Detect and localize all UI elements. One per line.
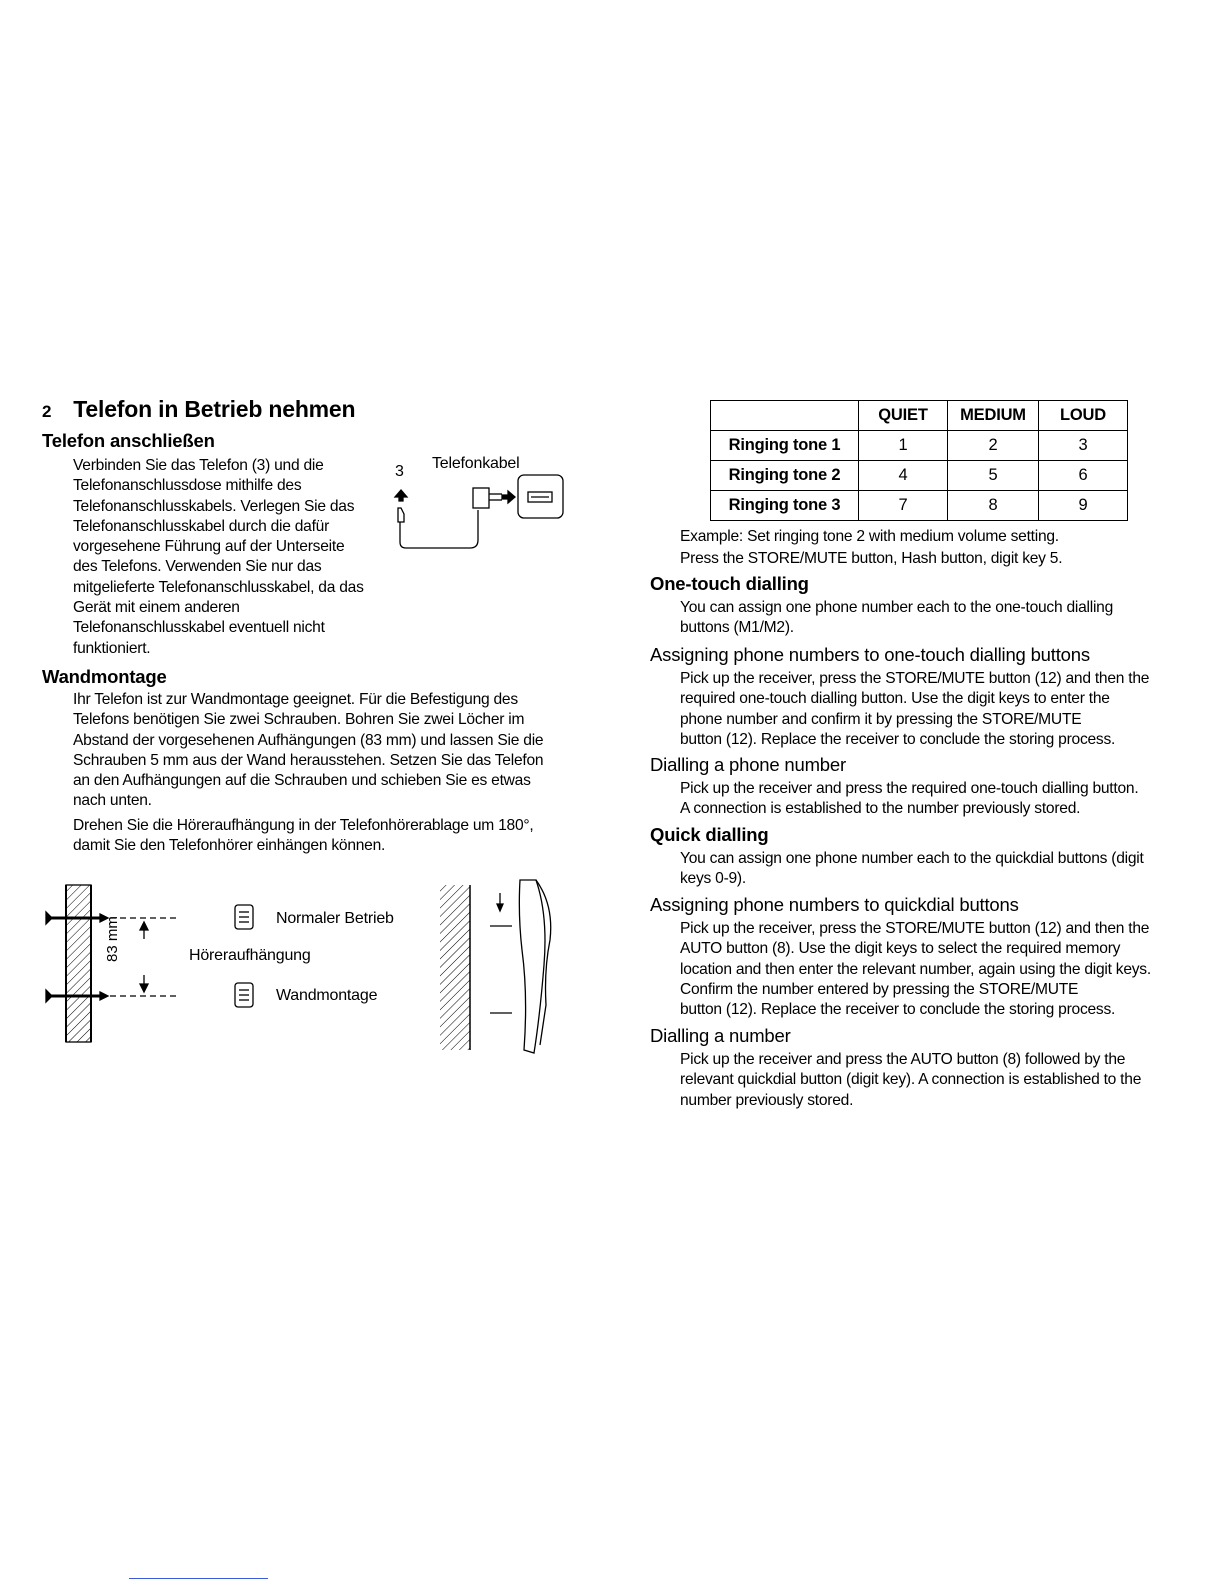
connect-line: des Telefons. Verwenden Sie nur das [73, 558, 322, 576]
table-row [711, 461, 1128, 491]
table-row [711, 491, 1128, 521]
wall-heading: Wandmontage [42, 666, 167, 687]
table-cell: 5 [948, 461, 1039, 491]
example-line: Press the STORE/MUTE button, Hash button, digit key 5. [680, 550, 1063, 567]
example-line: Example: Set ringing tone 2 with medium volume setting. [680, 528, 1059, 545]
table-row-label: Ringing tone 1 [711, 431, 859, 461]
wall-line: an den Aufhängungen auf die Schrauben und schieben Sie es etwas [73, 772, 531, 790]
assign-quick-line: Pick up the receiver, press the STORE/MUTE button (12) and then the [680, 920, 1150, 937]
normal-operation-label: Normaler Betrieb [276, 910, 394, 927]
table-cell: 8 [948, 491, 1039, 521]
dial-number-line: Pick up the receiver and press the AUTO button (8) followed by the [680, 1051, 1126, 1068]
assign-quick-line: location and then enter the relevant number, again using the digit keys. [680, 960, 1151, 978]
connect-line: Telefonanschlusskabels. Verlegen Sie das [73, 497, 355, 515]
table-header-cell: QUIET [859, 401, 948, 431]
section-number: 2 [42, 402, 52, 421]
table-header-cell: MEDIUM [948, 401, 1039, 431]
wall-line: Schrauben 5 mm aus der Wand herausstehen. Setzen Sie das Telefon [73, 751, 544, 769]
connect-line: Verbinden Sie das Telefon (3) und die [73, 457, 324, 474]
quick-line: keys 0-9). [680, 870, 746, 888]
assign-onetouch-line: required one-touch dialling button. Use the digit keys to enter the [680, 690, 1110, 708]
table-header-row [711, 401, 1128, 431]
table-cell: 6 [1039, 461, 1128, 491]
assign-quick-heading: Assigning phone numbers to quickdial buttons [650, 894, 1019, 915]
assign-onetouch-line: phone number and confirm it by pressing the STORE/MUTE [680, 710, 1082, 728]
dimension-label: 83 mm [104, 916, 121, 962]
assign-onetouch-heading: Assigning phone numbers to one-touch dialling buttons [650, 644, 1090, 665]
connect-line: Telefonanschlusskabel durch die dafür [73, 517, 330, 535]
assign-quick-text [680, 919, 1210, 1020]
onetouch-line: buttons (M1/M2). [680, 619, 794, 637]
connect-line: Telefonanschlussdose mithilfe des [73, 477, 302, 495]
wall-line: nach unten. [73, 792, 152, 810]
wall-mount-diagram [40, 875, 580, 1060]
ringing-tone-table [710, 400, 1128, 521]
wall-line: Abstand der vorgesehenen Aufhängungen (83 mm) und lassen Sie die [73, 731, 544, 749]
connect-line: Telefonanschlusskabel eventuell nicht [73, 619, 325, 637]
hook-label: Höreraufhängung [189, 947, 311, 964]
figure-cable-label: Telefonkabel [432, 455, 520, 472]
assign-onetouch-text [680, 669, 1200, 750]
assign-quick-line: AUTO button (8). Use the digit keys to select the required memory [680, 940, 1121, 958]
assign-quick-line: Confirm the number entered by pressing the STORE/MUTE [680, 980, 1079, 998]
connect-line: funktioniert. [73, 639, 151, 657]
wall-text [73, 690, 573, 856]
connect-line: Gerät mit einem anderen [73, 599, 240, 617]
section-title-text: Telefon in Betrieb nehmen [73, 396, 356, 422]
table-header-cell: LOUD [1039, 401, 1128, 431]
dial-phone-heading: Dialling a phone number [650, 754, 846, 775]
table-header-cell [711, 401, 859, 431]
table-cell: 2 [948, 431, 1039, 461]
wall-line: Telefons benötigen Sie zwei Schrauben. Bohren Sie zwei Löcher im [73, 711, 525, 729]
table-row-label: Ringing tone 2 [711, 461, 859, 491]
onetouch-heading: One-touch dialling [650, 573, 809, 594]
dial-number-line: number previously stored. [680, 1091, 854, 1109]
quick-line: You can assign one phone number each to the quickdial buttons (digit [680, 850, 1144, 867]
connect-heading: Telefon anschließen [42, 430, 215, 451]
onetouch-text [680, 598, 1200, 639]
figure-phone-number: 3 [395, 463, 404, 480]
footer-link-underline[interactable] [129, 1578, 268, 1579]
section-title [42, 396, 355, 423]
rotate-line: Drehen Sie die Höreraufhängung in der Telefonhörerablage um 180°, [73, 816, 534, 834]
connect-line: vorgesehene Führung auf der Unterseite [73, 538, 345, 556]
connection-diagram [390, 470, 570, 555]
wall-mount-label: Wandmontage [276, 987, 378, 1004]
dial-phone-line: Pick up the receiver and press the required one-touch dialling button. [680, 780, 1139, 797]
table-row-label: Ringing tone 3 [711, 491, 859, 521]
dial-number-line: relevant quickdial button (digit key). A connection is established to the [680, 1071, 1142, 1089]
wall-line: Ihr Telefon ist zur Wandmontage geeignet. Für die Befestigung des [73, 691, 518, 708]
onetouch-line: You can assign one phone number each to the one-touch dialling [680, 599, 1114, 616]
table-row [711, 431, 1128, 461]
table-cell: 9 [1039, 491, 1128, 521]
dial-number-text [680, 1050, 1200, 1111]
quick-text [680, 849, 1200, 890]
connect-line: mitgelieferte Telefonanschlusskabel, da das [73, 578, 364, 596]
assign-quick-line: button (12). Replace the receiver to conclude the storing process. [680, 1001, 1116, 1019]
dial-number-heading: Dialling a number [650, 1025, 791, 1046]
dial-phone-text [680, 779, 1200, 820]
table-cell: 7 [859, 491, 948, 521]
table-cell: 4 [859, 461, 948, 491]
assign-onetouch-line: button (12). Replace the receiver to conclude the storing process. [680, 730, 1116, 748]
table-cell: 1 [859, 431, 948, 461]
table-cell: 3 [1039, 431, 1128, 461]
example-text [680, 526, 1200, 570]
assign-onetouch-line: Pick up the receiver, press the STORE/MUTE button (12) and then the [680, 670, 1150, 687]
rotate-line: damit Sie den Telefonhörer einhängen können. [73, 837, 386, 855]
quick-heading: Quick dialling [650, 824, 769, 845]
connect-text [73, 456, 383, 659]
dial-phone-line: A connection is established to the number previously stored. [680, 800, 1081, 818]
